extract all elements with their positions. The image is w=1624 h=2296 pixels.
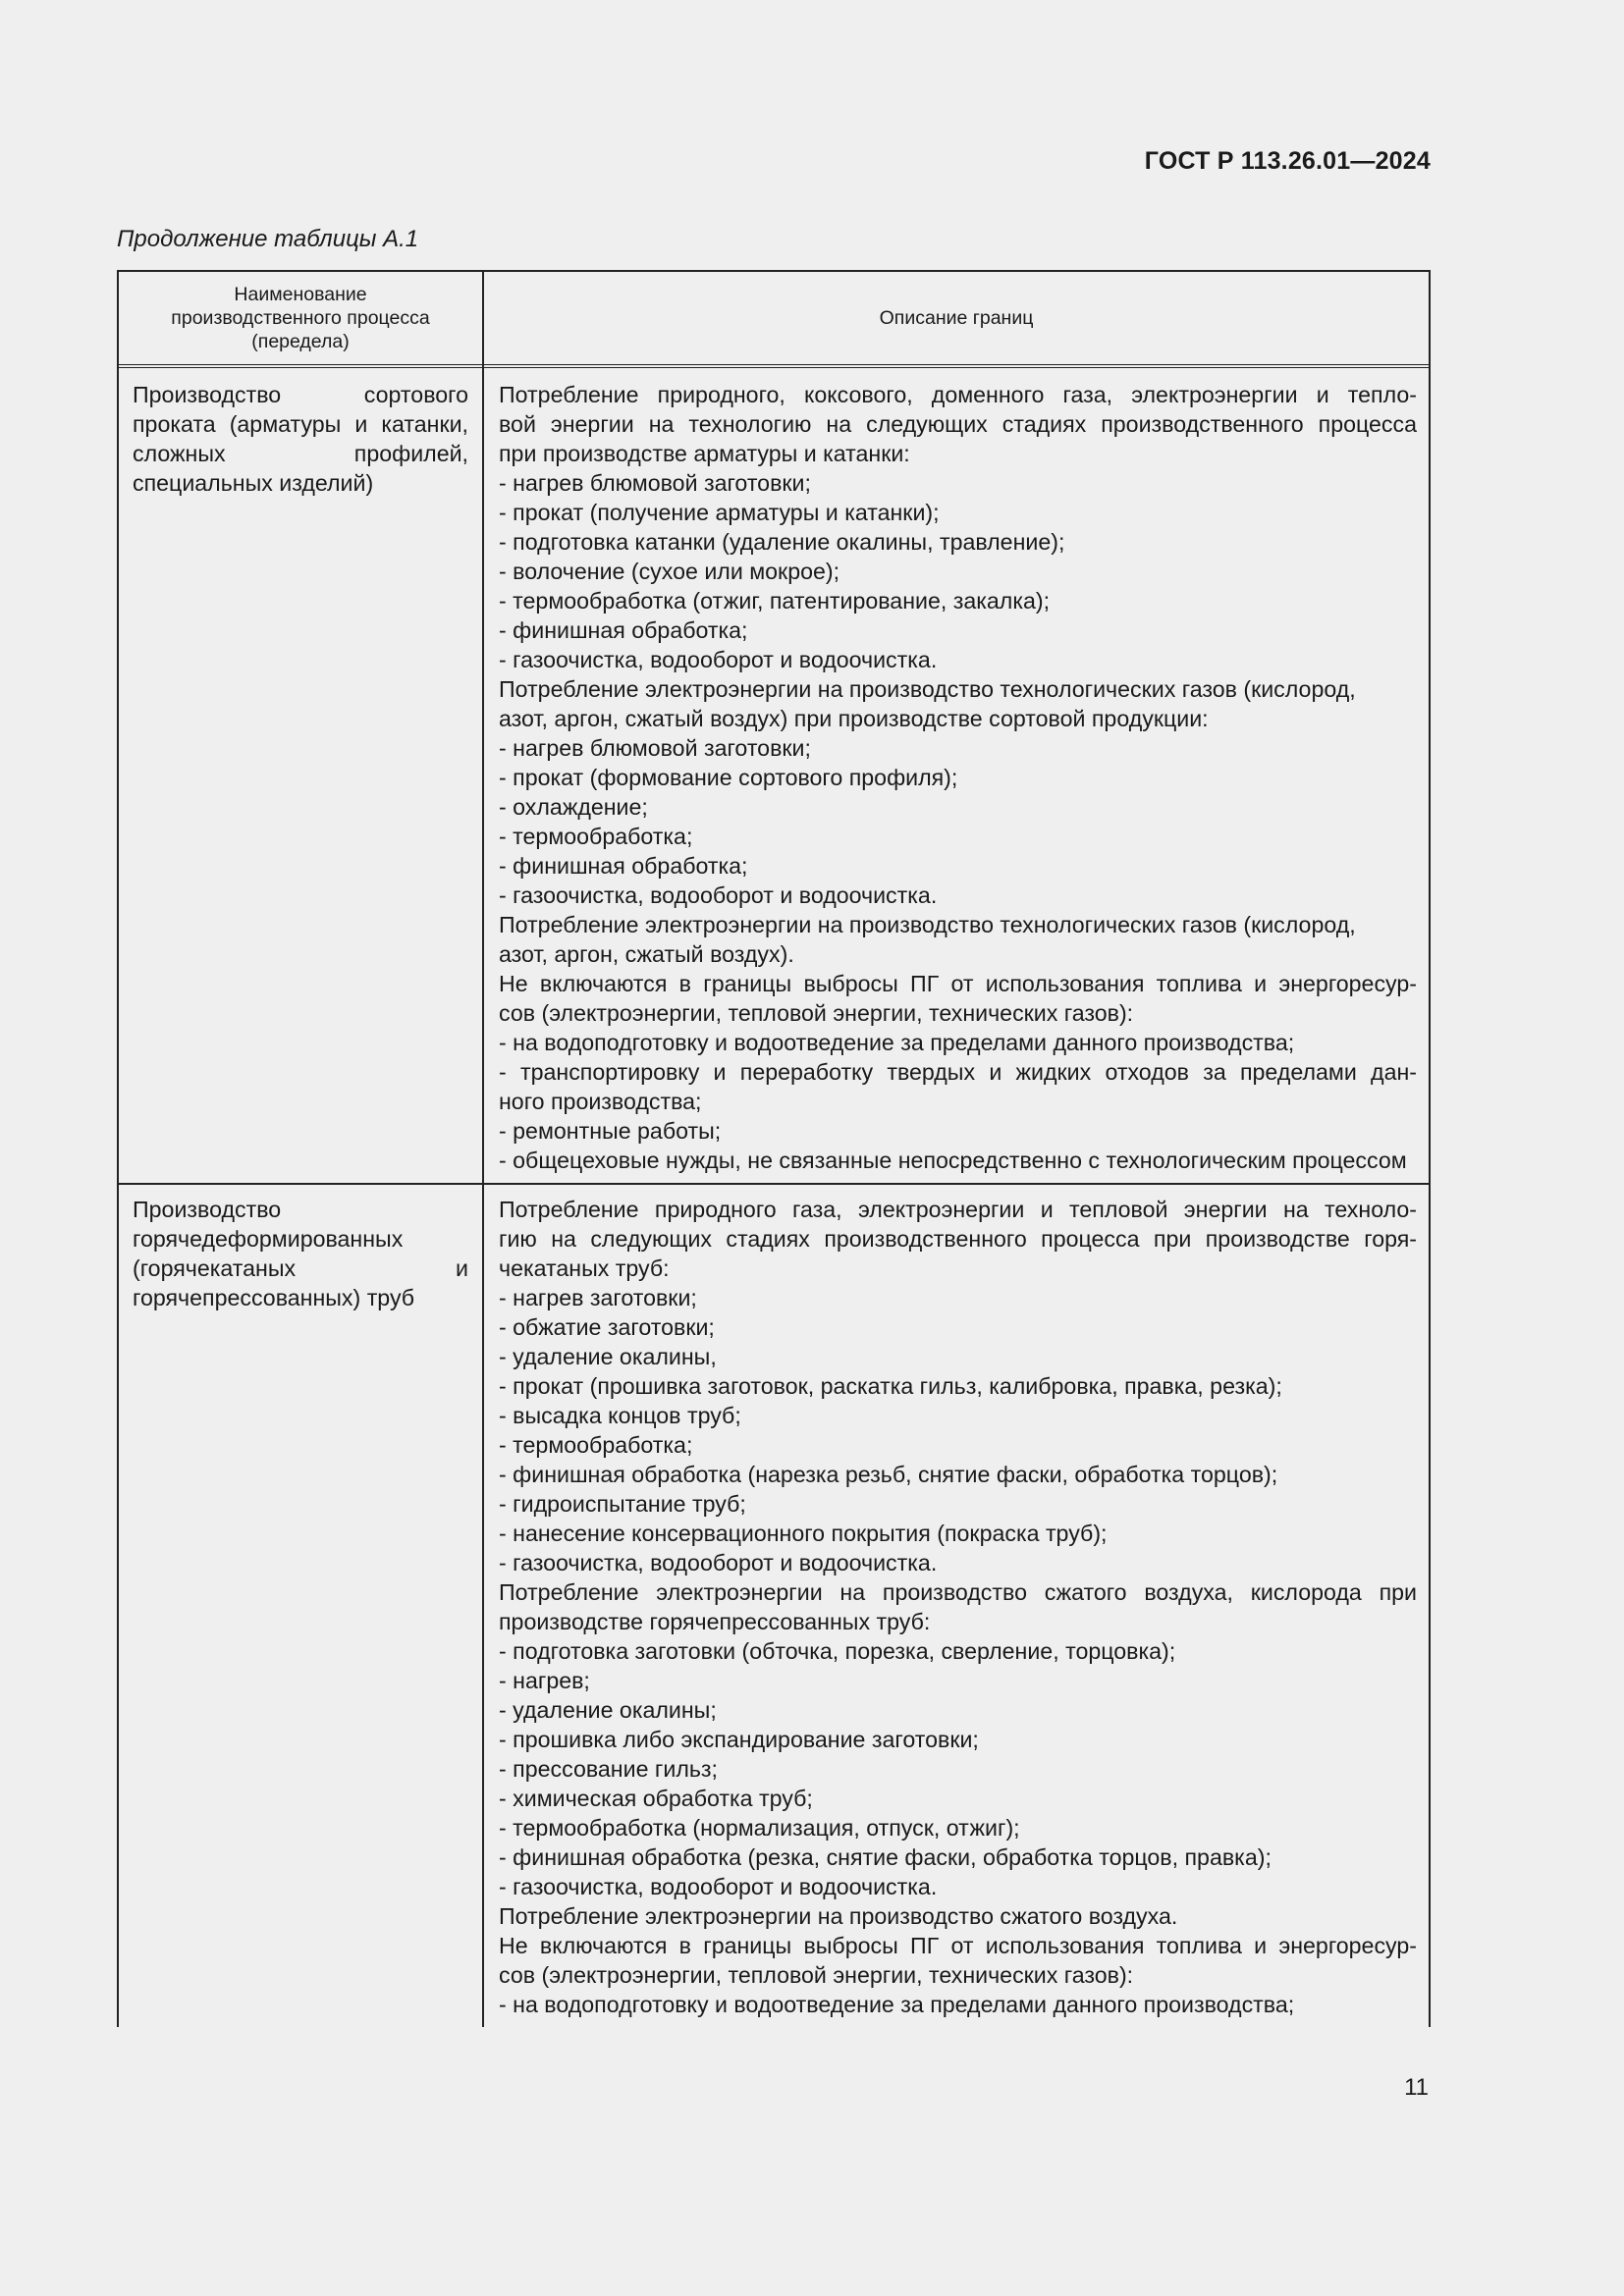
description-line: ного производства; <box>499 1089 702 1114</box>
column-header-boundary-description: Описание границ <box>879 307 1034 329</box>
description-line: Не включаются в границы выбросы ПГ от использования топлива и энергоресур- <box>499 1933 1417 1958</box>
row-divider <box>119 1183 1429 1185</box>
description-line: - удаление окалины, <box>499 1344 717 1369</box>
description-line: - высадка концов труб; <box>499 1403 741 1428</box>
description-line: - обжатие заготовки; <box>499 1314 715 1340</box>
description-line: - прессование гильз; <box>499 1756 718 1782</box>
description-line: - термообработка (нормализация, отпуск, отжиг); <box>499 1815 1020 1841</box>
description-line: - на водоподготовку и водоотведение за пределами данного производства; <box>499 1030 1295 1055</box>
description-line: - нагрев блюмовой заготовки; <box>499 470 811 496</box>
document-code: ГОСТ Р 113.26.01—2024 <box>1144 147 1431 175</box>
page-number: 11 <box>1404 2074 1429 2101</box>
description-line: - ремонтные работы; <box>499 1118 722 1144</box>
description-line: - газоочистка, водооборот и водоочистка. <box>499 647 938 672</box>
description-line: Потребление природного, коксового, доменного газа, электроэнергии и тепло- <box>499 382 1417 407</box>
table-header-row <box>119 272 1429 368</box>
description-line: - финишная обработка; <box>499 617 748 643</box>
description-line: чекатаных труб: <box>499 1255 670 1281</box>
description-line: - финишная обработка (резка, снятие фаски, обработка торцов, правка); <box>499 1844 1272 1870</box>
description-line: - волочение (сухое или мокрое); <box>499 559 840 584</box>
description-line: - транспортировку и переработку твердых и жидких отходов за пределами дан- <box>499 1059 1417 1085</box>
description-line: - нагрев блюмовой заготовки; <box>499 735 811 761</box>
description-line: Потребление электроэнергии на производство сжатого воздуха, кислорода при <box>499 1579 1417 1605</box>
description-line: - прокат (формование сортового профиля); <box>499 765 958 790</box>
description-line: сов (электроэнергии, тепловой энергии, технических газов): <box>499 1962 1134 1988</box>
description-line: гию на следующих стадиях производственного процесса при производстве горя- <box>499 1226 1417 1252</box>
description-line: - общецеховые нужды, не связанные непосредственно с технологическим процессом <box>499 1148 1407 1173</box>
description-line: - газоочистка, водооборот и водоочистка. <box>499 882 938 908</box>
description-line: - газоочистка, водооборот и водоочистка. <box>499 1874 938 1899</box>
description-line: - газоочистка, водооборот и водоочистка. <box>499 1550 938 1575</box>
table-caption: Продолжение таблицы А.1 <box>117 226 419 252</box>
description-line: - химическая обработка труб; <box>499 1786 813 1811</box>
description-line: - подготовка заготовки (обточка, порезка, сверление, торцовка); <box>499 1638 1176 1664</box>
description-line: - на водоподготовку и водоотведение за пределами данного производства; <box>499 1992 1295 2017</box>
row-1-process-name: Производство сортового проката (арматуры и катанки, сложных профилей, специальных изделий) <box>133 382 468 496</box>
description-line: - подготовка катанки (удаление окалины, травление); <box>499 529 1065 555</box>
description-line: - прокат (получение арматуры и катанки); <box>499 500 940 525</box>
boundaries-table <box>117 270 1431 2027</box>
description-line: Потребление электроэнергии на производство технологических газов (кислород, <box>499 676 1356 702</box>
description-line: при производстве арматуры и катанки: <box>499 441 910 466</box>
description-line: - гидроиспытание труб; <box>499 1491 746 1517</box>
row-1-boundary-description <box>499 380 1417 1175</box>
description-line: Потребление электроэнергии на производство технологических газов (кислород, <box>499 912 1356 937</box>
description-line: - прошивка либо экспандирование заготовки; <box>499 1727 979 1752</box>
description-line: Не включаются в границы выбросы ПГ от использования топлива и энергоресур- <box>499 971 1417 996</box>
description-line: производстве горячепрессованных труб: <box>499 1609 931 1634</box>
description-line: вой энергии на технологию на следующих стадиях производственного процесса <box>499 411 1417 437</box>
column-header-process-name: Наименование производственного процесса (передела) <box>171 284 430 352</box>
description-line: - удаление окалины; <box>499 1697 717 1723</box>
description-line: - охлаждение; <box>499 794 648 820</box>
description-line: - нанесение консервационного покрытия (покраска труб); <box>499 1521 1108 1546</box>
description-line: азот, аргон, сжатый воздух). <box>499 941 794 967</box>
description-line: - нагрев заготовки; <box>499 1285 697 1310</box>
row-2-process-name: Производство горячедеформированных (горячекатаных и горячепрессованных) труб <box>133 1197 468 1310</box>
row-2-boundary-description <box>499 1195 1417 2019</box>
description-line: - термообработка; <box>499 824 693 849</box>
description-line: Потребление электроэнергии на производство сжатого воздуха. <box>499 1903 1178 1929</box>
description-line: - термообработка (отжиг, патентирование, закалка); <box>499 588 1051 614</box>
description-line: - нагрев; <box>499 1668 590 1693</box>
description-line: - термообработка; <box>499 1432 693 1458</box>
description-line: - финишная обработка (нарезка резьб, снятие фаски, обработка торцов); <box>499 1462 1278 1487</box>
description-line: - прокат (прошивка заготовок, раскатка гильз, калибровка, правка, резка); <box>499 1373 1282 1399</box>
description-line: - финишная обработка; <box>499 853 748 879</box>
column-divider <box>482 272 484 2027</box>
description-line: азот, аргон, сжатый воздух) при производстве сортовой продукции: <box>499 706 1209 731</box>
description-line: сов (электроэнергии, тепловой энергии, технических газов): <box>499 1000 1134 1026</box>
description-line: Потребление природного газа, электроэнергии и тепловой энергии на техноло- <box>499 1197 1417 1222</box>
